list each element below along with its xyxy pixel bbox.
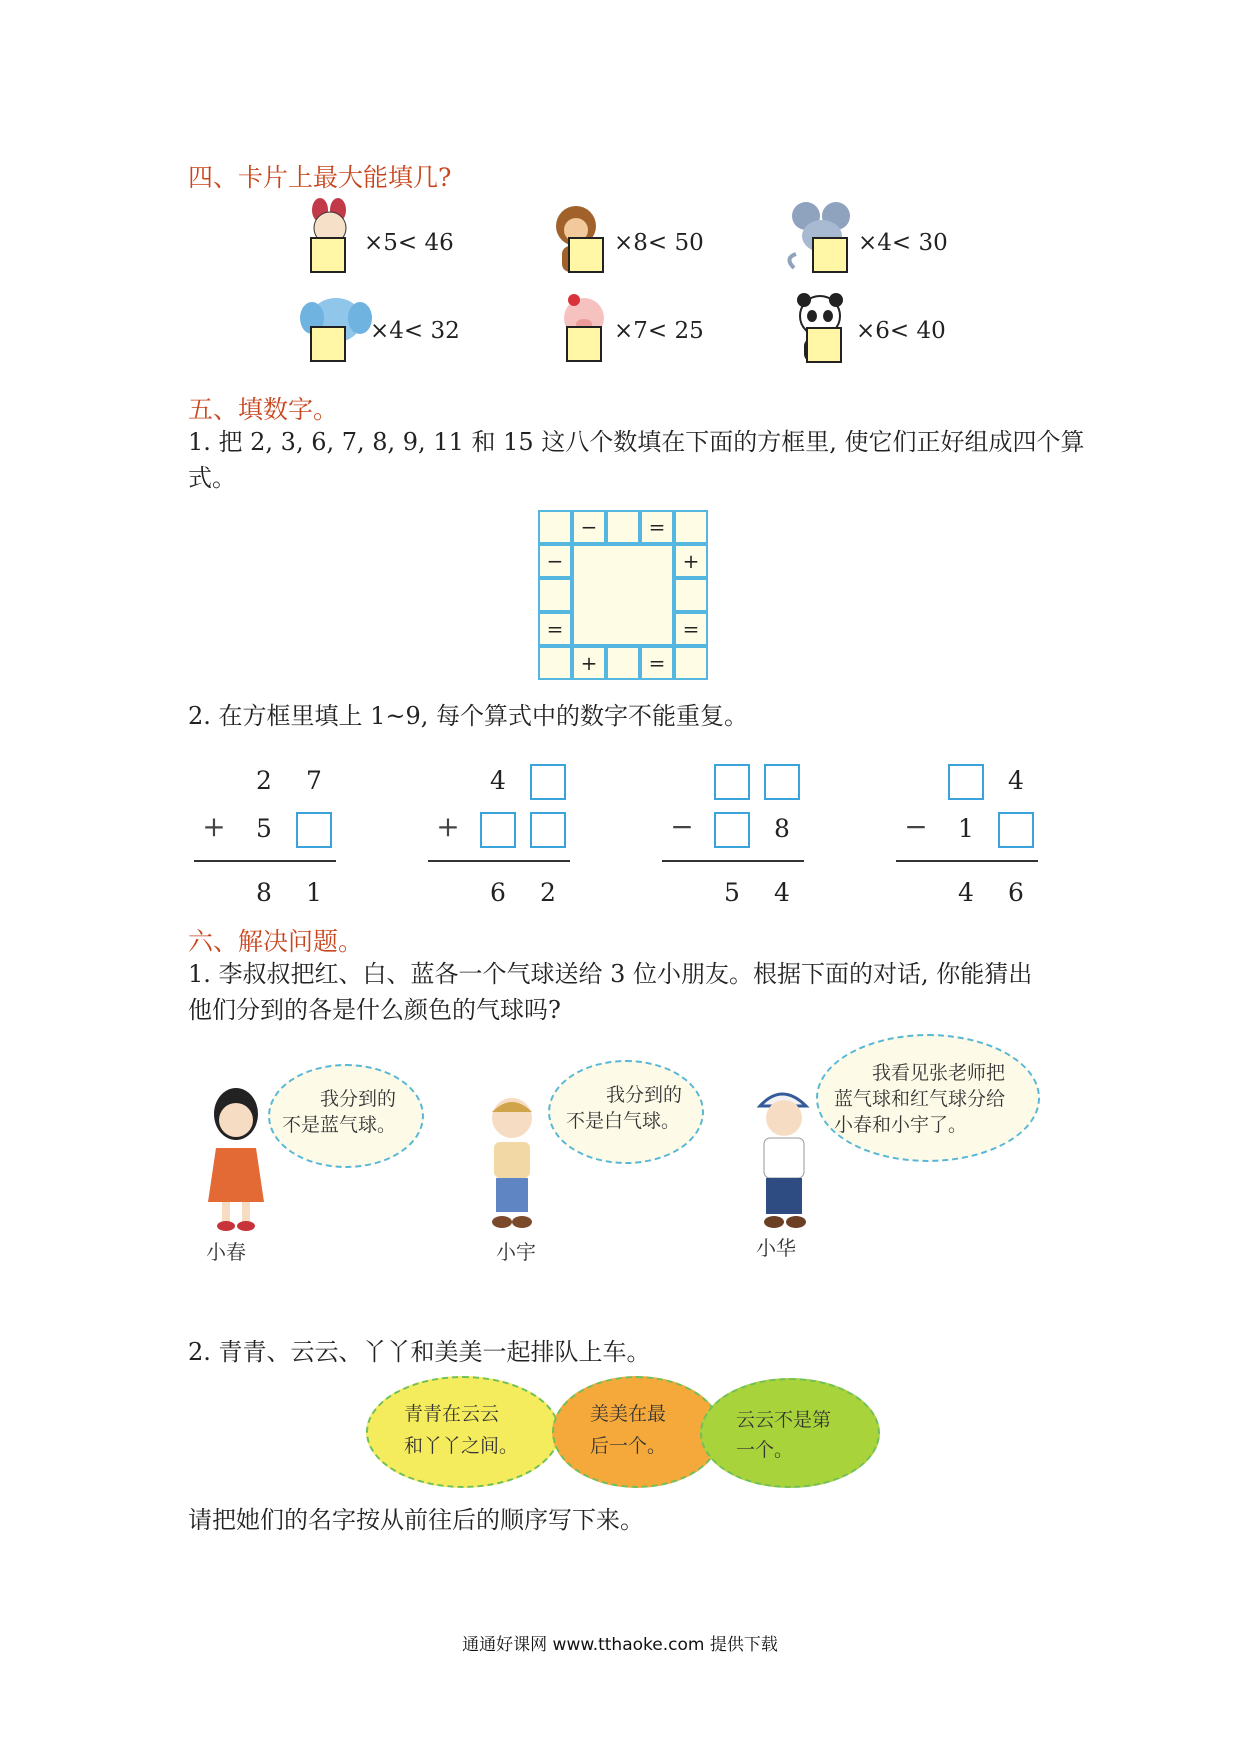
question-6-1-line2: 他们分到的各是什么颜色的气球吗? [188,996,561,1024]
question-6-2-prompt: 请把她们的名字按从前往后的顺序写下来。 [188,1506,644,1534]
grid-op-equals: = [640,646,674,680]
answer-box[interactable] [480,812,516,848]
expression-6: ×6< 40 [856,318,946,344]
clue-text: 云云不是第 [736,1409,832,1431]
digit: 1 [306,878,322,907]
question-5-1-line2: 式。 [188,464,236,492]
clue-text: 青青在云云 [404,1403,500,1425]
digit: 4 [490,766,506,795]
kid-name: 小春 [206,1240,246,1264]
answer-card[interactable] [806,327,842,363]
grid-cell[interactable] [674,510,708,544]
expression-5: ×7< 25 [614,318,704,344]
boy-icon [474,1090,550,1236]
expression-1: ×5< 46 [364,230,454,256]
digit: 8 [774,814,790,843]
answer-box[interactable] [714,812,750,848]
digit: 7 [306,766,322,795]
sum-line [896,860,1038,862]
grid-cell[interactable] [606,510,640,544]
digit: 2 [540,878,556,907]
question-5-1-line1: 1. 把 2, 3, 6, 7, 8, 9, 11 和 15 这八个数填在下面的方框里, 使它们正好组成四个算 [188,428,1085,456]
digit: 2 [256,766,272,795]
answer-card[interactable] [566,326,602,362]
grid-op-equals: = [640,510,674,544]
bubble-text: 不是蓝气球。 [282,1114,397,1136]
sum-line [428,860,570,862]
question-6-1-line1: 1. 李叔叔把红、白、蓝各一个气球送给 3 位小朋友。根据下面的对话, 你能猜出 [188,960,1033,988]
minus-sign: − [670,810,694,843]
answer-box[interactable] [998,812,1034,848]
bubble-text: 小春和小宇了。 [834,1114,968,1136]
section4-heading: 四、卡片上最大能填几? [188,163,452,192]
kid-name: 小宇 [496,1240,536,1264]
clue-text: 和丫丫之间。 [404,1435,519,1457]
minus-sign: − [904,810,928,843]
bubble-text: 我看见张老师把 [872,1062,1006,1084]
grid-op-minus: − [572,510,606,544]
footer-text: 通通好课网 www.tthaoke.com 提供下载 [462,1635,778,1655]
bubble-text: 蓝气球和红气球分给 [834,1088,1006,1110]
grid-center [572,544,674,646]
boy-cap-icon [738,1082,826,1232]
grid-cell[interactable] [606,646,640,680]
answer-card[interactable] [812,237,848,273]
bubble-text: 我分到的 [320,1088,397,1110]
grid-op-minus: − [538,544,572,578]
plus-sign: + [202,810,226,843]
section5-heading: 五、填数字。 [188,395,339,424]
digit: 8 [256,878,272,907]
kid-name: 小华 [756,1236,796,1260]
grid-op-plus: + [572,646,606,680]
answer-box[interactable] [764,764,800,800]
clue-text: 后一个。 [590,1435,667,1457]
clue-text: 一个。 [736,1439,794,1461]
grid-op-equals: = [674,612,708,646]
answer-box[interactable] [530,812,566,848]
grid-op-equals: = [538,612,572,646]
sum-line [662,860,804,862]
digit: 5 [256,814,272,843]
answer-box[interactable] [530,764,566,800]
answer-card[interactable] [310,237,346,273]
girl-icon [198,1086,274,1234]
section6-heading: 六、解决问题。 [188,927,364,956]
grid-cell[interactable] [674,578,708,612]
answer-box[interactable] [296,812,332,848]
bubble-text: 不是白气球。 [566,1110,681,1132]
grid-cell[interactable] [538,578,572,612]
clue-text: 美美在最 [590,1403,667,1425]
question-5-2: 2. 在方框里填上 1~9, 每个算式中的数字不能重复。 [188,702,749,730]
grid-cell[interactable] [538,646,572,680]
answer-card[interactable] [568,237,604,273]
answer-box[interactable] [714,764,750,800]
digit: 5 [724,878,740,907]
bubble-text: 我分到的 [606,1084,683,1106]
question-6-2: 2. 青青、云云、丫丫和美美一起排队上车。 [188,1338,651,1366]
digit: 6 [1008,878,1024,907]
grid-cell[interactable] [538,510,572,544]
digit: 6 [490,878,506,907]
answer-box[interactable] [948,764,984,800]
digit: 4 [774,878,790,907]
digit: 1 [958,814,974,843]
grid-cell[interactable] [674,646,708,680]
expression-2: ×8< 50 [614,230,704,256]
answer-card[interactable] [310,326,346,362]
expression-3: ×4< 30 [858,230,948,256]
expression-4: ×4< 32 [370,318,460,344]
digit: 4 [958,878,974,907]
grid-op-plus: + [674,544,708,578]
sum-line [194,860,336,862]
digit: 4 [1008,766,1024,795]
plus-sign: + [436,810,460,843]
